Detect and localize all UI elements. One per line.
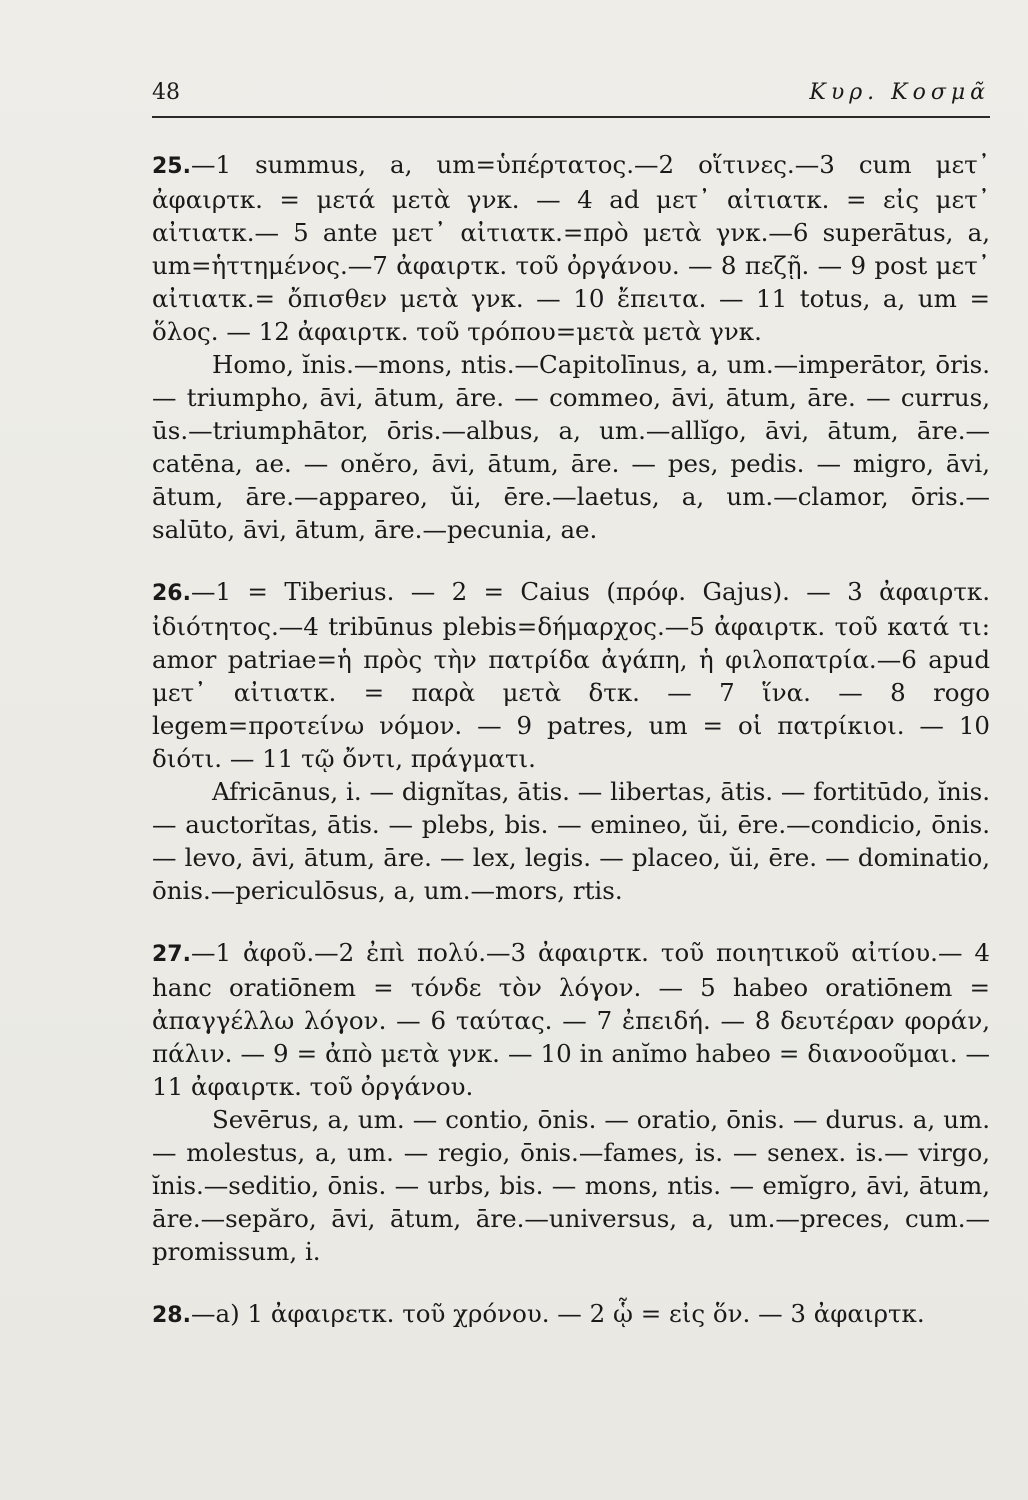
page-number: 48: [152, 80, 180, 105]
section-27-vocabulary: Sevērus, a, um. — contio, ōnis. — oratio, ōnis. — durus. a, um. — molestus, a, um. — regio, ōnis.—fames, is. — senex. is.— virgo, ĭnis.—seditio, ōnis. — urbs, bis. — mons, ntis. — emĭgro, āvi, ātum, āre.—sepăro, āvi, ātum, āre.—universus, a, um.—preces, cum.—promissum, i.: [152, 1105, 990, 1266]
notes-text: —1 = Tiberius. — 2 = Caius (πρόφ. Gajus). — 3 ἀφαιρτκ. ἰδιότητος.—4 tribūnus plebis=δήμαρχος.—5 ἀφαιρτκ. τοῦ κατά τι: amor patriae=ἡ πρὸς τὴν πατρίδα ἀγάπη, ἡ φιλοπατρία.—6 apud μετ᾽ αἰτιατκ. = παρὰ μετὰ δτκ. — 7 ἵνα. — 8 rogo legem=προτείνω νόμον. — 9 patres, um = οἱ πατρίκιοι. — 10 διότι. — 11 τῷ ὄντι, πράγματι.: [152, 577, 990, 773]
notes-text: —1 ἀφοῦ.—2 ἐπὶ πολύ.—3 ἀφαιρτκ. τοῦ ποιητικοῦ αἰτίου.— 4 hanc oratiōnem = τόνδε τὸν λόγον. — 5 habeo oratiōnem = ἀπαγγέλλω λόγον. — 6 ταύτας. — 7 ἐπειδή. — 8 δευτέραν φοράν, πάλιν. — 9 = ἀπὸ μετὰ γνκ. — 10 in anĭmo habeo = διανοοῦμαι. — 11 ἀφαιρτκ. τοῦ ὀργάνου.: [152, 938, 990, 1101]
section-number: 28.: [152, 1303, 191, 1328]
section-number: 26.: [152, 581, 191, 606]
section-26-notes: [152, 575, 990, 775]
page-header: [152, 80, 990, 112]
running-head: Κυρ. Κοσμᾶ: [809, 80, 990, 105]
section-number: 27.: [152, 942, 191, 967]
notes-text: —a) 1 ἀφαιρετκ. τοῦ χρόνου. — 2 ᾧ = εἰς ὅν. — 3 ἀφαιρτκ.: [190, 1299, 925, 1328]
section-27-notes: [152, 936, 990, 1103]
section-26-vocabulary: Africānus, i. — dignĭtas, ātis. — libertas, ātis. — fortitūdo, ĭnis. — auctorĭtas, ātis. — plebs, bis. — emineo, ŭi, ēre.—condicio, ōnis. — levo, āvi, ātum, āre. — lex, legis. — placeo, ŭi, ēre. — dominatio, ōnis.—periculōsus, a, um.—mors, rtis.: [152, 777, 990, 905]
section-28-notes: [152, 1297, 990, 1332]
section-25-notes: [152, 148, 990, 348]
section-gap: [152, 907, 990, 936]
body-text: [152, 148, 990, 1332]
section-number: 25.: [152, 154, 191, 179]
section-gap: [152, 1268, 990, 1297]
header-rule: [152, 116, 990, 118]
notes-text: —1 summus, a, um=ὑπέρτατος.—2 οἵτινες.—3 cum μετ᾽ ἀφαιρτκ. = μετά μετὰ γνκ. — 4 ad μετ᾽ αἰτιατκ. = εἰς μετ᾽ αἰτιατκ.— 5 ante μετ᾽ αἰτιατκ.=πρὸ μετὰ γνκ.—6 superātus, a, um=ἡττημένος.—7 ἀφαιρτκ. τοῦ ὀργάνου. — 8 πεζῇ. — 9 post μετ᾽ αἰτιατκ.= ὄπισθεν μετὰ γνκ. — 10 ἔπειτα. — 11 totus, a, um = ὅλος. — 12 ἀφαιρτκ. τοῦ τρόπου=μετὰ μετὰ γνκ.: [152, 150, 990, 346]
section-gap: [152, 546, 990, 575]
section-25-vocabulary: Homo, ĭnis.—mons, ntis.—Capitolīnus, a, um.—imperātor, ōris. — triumpho, āvi, ātum, āre. — commeo, āvi, ātum, āre. — currus, ūs.—triumphātor, ōris.—albus, a, um.—allĭgo, āvi, ātum, āre.—catēna, ae. — onĕro, āvi, ātum, āre. — pes, pedis. — migro, āvi, ātum, āre.—appareo, ŭi, ēre.—laetus, a, um.—clamor, ōris.— salūto, āvi, ātum, āre.—pecunia, ae.: [152, 350, 990, 544]
